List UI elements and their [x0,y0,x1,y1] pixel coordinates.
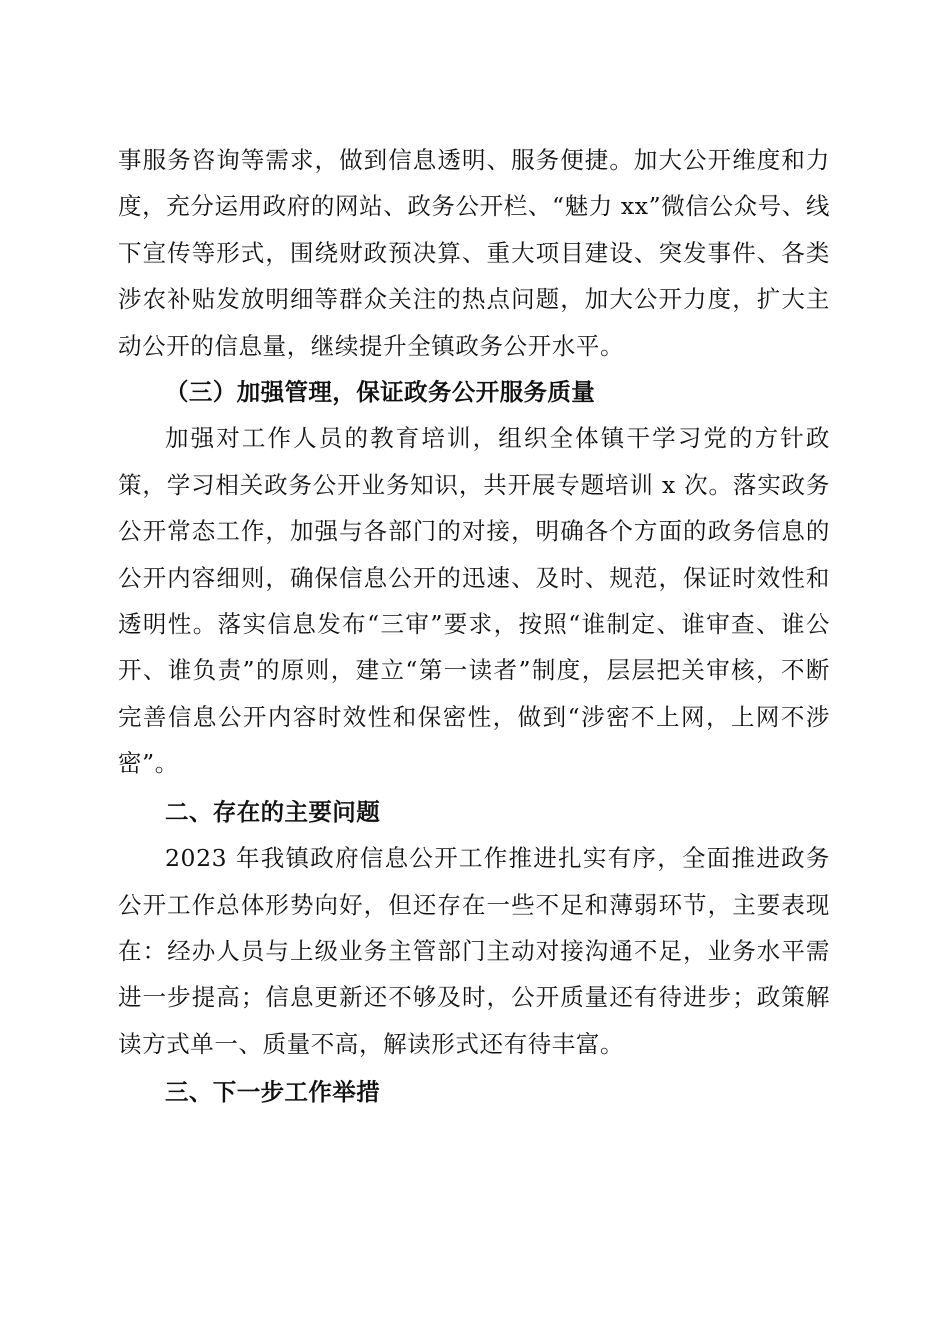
paragraph-training: 加强对工作人员的教育培训，组织全体镇干学习党的方针政策，学习相关政务公开业务知识，共开展专题培训 x 次。落实政务公开常态工作，加强与各部门的对接，明确各个方面的政务信息的公开内容细则，确保信息公开的迅速、及时、规范，保证时效性和透明性。落实信息发布“三审”要求，按照“谁制定、谁审查、谁公开、谁负责”的原则，建立“第一读者”制度，层层把关审核，不断完善信息公开内容时效性和保密性，做到“涉密不上网，上网不涉密”。 [118,424,830,778]
paragraph-problems: 2023 年我镇政府信息公开工作推进扎实有序，全面推进政务公开工作总体形势向好，但还存在一些不足和薄弱环节，主要表现在：经办人员与上级业务主管部门主动对接沟通不足，业务水平需进一步提高；信息更新还不够及时，公开质量还有待进步；政策解读方式单一、质量不高，解读形式还有待丰富。 [118,844,830,1058]
document-body [118,137,830,1116]
paragraph-continuation: 事服务咨询等需求，做到信息透明、服务便捷。加大公开维度和力度，充分运用政府的网站、政务公开栏、“魅力 xx”微信公众号、线下宣传等形式，围绕财政预决算、重大项目建设、突发事件、各类涉农补贴发放明细等群众关注的热点问题，加大公开力度，扩大主动公开的信息量，继续提升全镇政务公开水平。 [118,146,830,360]
section-subheading-strengthen-management: （三）加强管理，保证政务公开服务质量 [165,378,596,407]
section-heading-next-steps: 三、下一步工作举措 [165,1078,381,1107]
section-heading-main-problems: 二、存在的主要问题 [165,797,381,826]
